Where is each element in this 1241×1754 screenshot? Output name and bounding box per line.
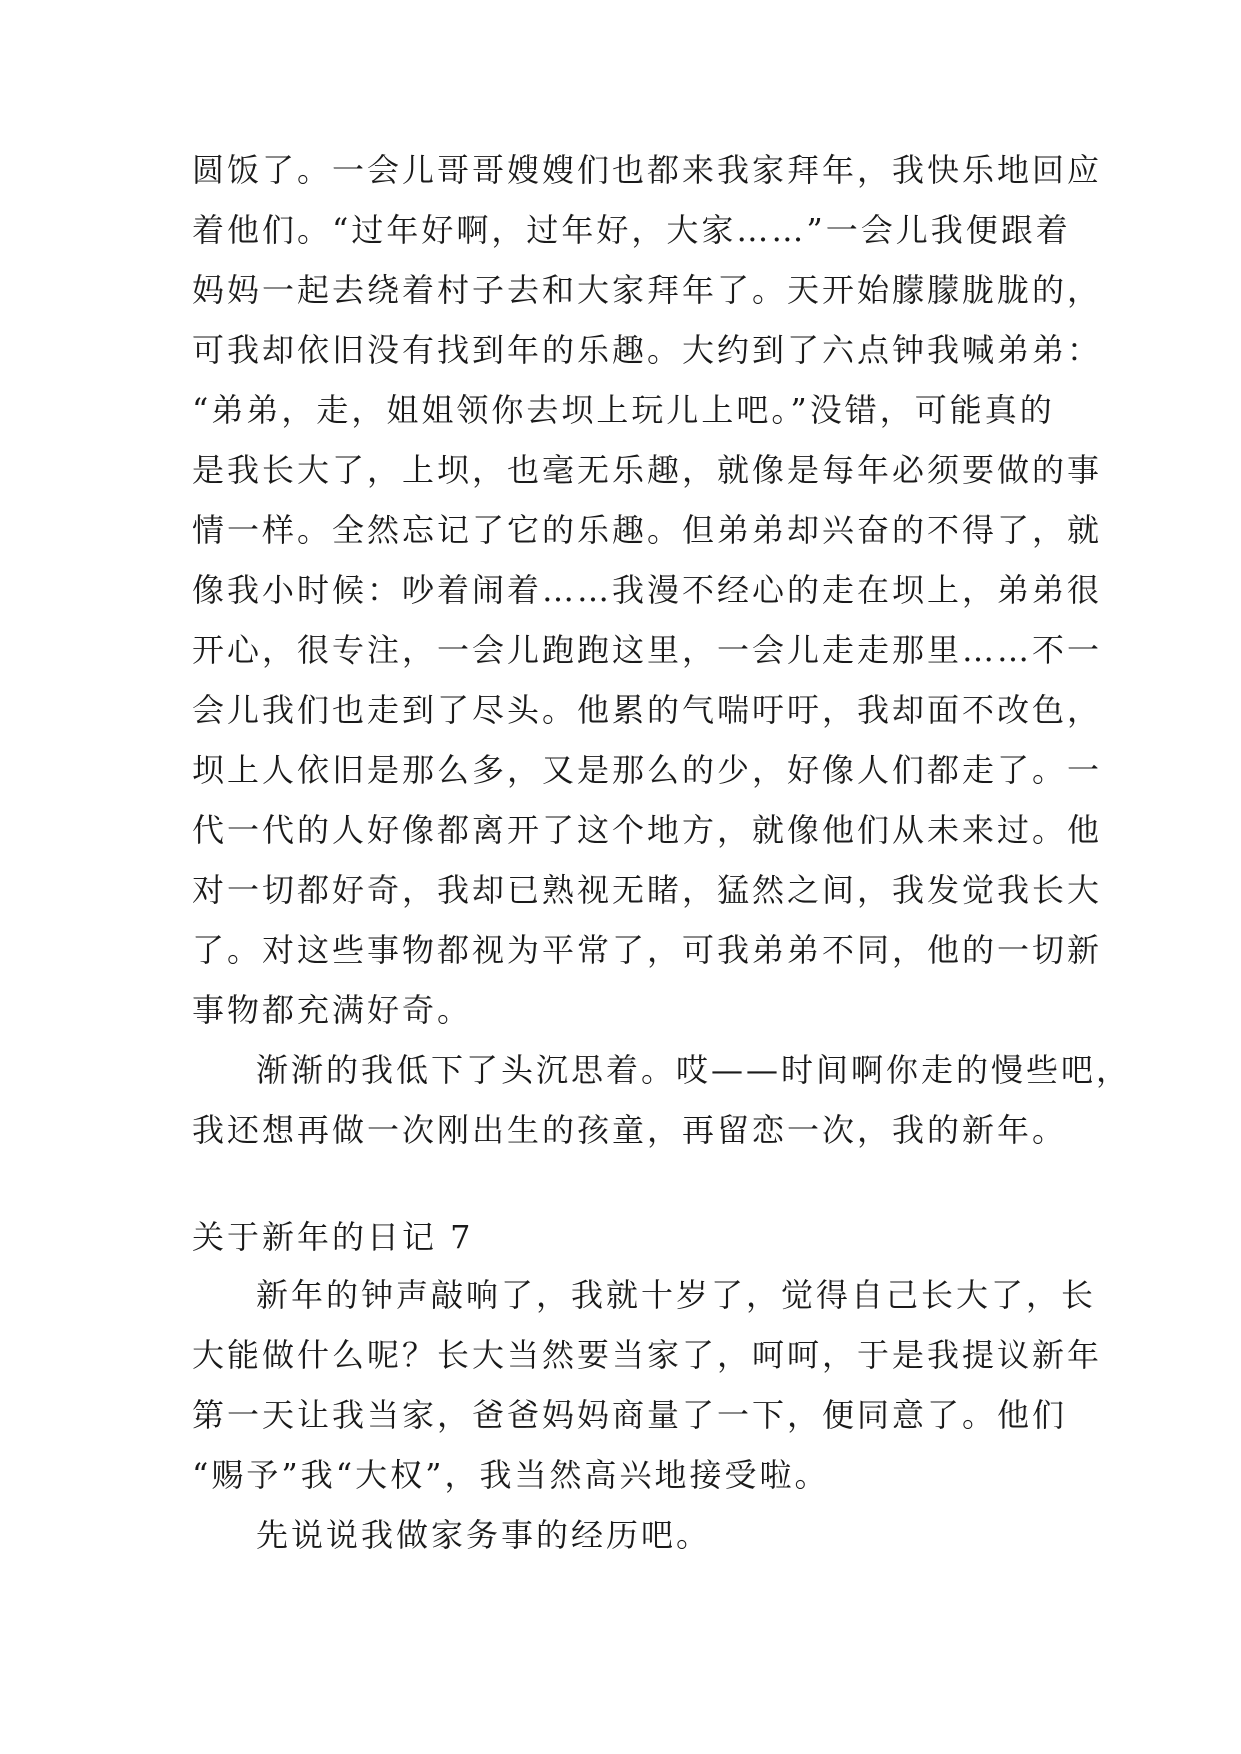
- text-line: 对一切都好奇，我却已熟视无睹，猛然之间，我发觉我长大: [192, 871, 1103, 909]
- text-line: 妈妈一起去绕着村子去和大家拜年了。天开始朦朦胧胧的，: [192, 271, 1103, 309]
- text-line: 着他们。“过年好啊，过年好，大家……”一会儿我便跟着: [192, 211, 1071, 249]
- text-line: 像我小时候：吵着闹着……我漫不经心的走在坝上，弟弟很: [192, 571, 1103, 609]
- text-line: “赐予”我“大权”，我当然高兴地接受啦。: [192, 1456, 830, 1494]
- text-line: 是我长大了，上坝，也毫无乐趣，就像是每年必须要做的事: [192, 451, 1103, 489]
- text-line: 第一天让我当家，爸爸妈妈商量了一下，便同意了。他们: [192, 1396, 1068, 1434]
- text-line: 情一样。全然忘记了它的乐趣。但弟弟却兴奋的不得了，就: [192, 511, 1103, 549]
- text-line: 了。对这些事物都视为平常了，可我弟弟不同，他的一切新: [192, 931, 1103, 969]
- text-line: 圆饭了。一会儿哥哥嫂嫂们也都来我家拜年，我快乐地回应: [192, 151, 1103, 189]
- paragraph-line: 先说说我做家务事的经历吧。: [256, 1516, 712, 1554]
- text-line: 坝上人依旧是那么多，又是那么的少，好像人们都走了。一: [192, 751, 1103, 789]
- text-line: 可我却依旧没有找到年的乐趣。大约到了六点钟我喊弟弟：: [192, 331, 1103, 369]
- text-line: 开心，很专注，一会儿跑跑这里，一会儿走走那里……不一: [192, 631, 1103, 669]
- text-line: 事物都充满好奇。: [192, 991, 473, 1029]
- paragraph-line: 新年的钟声敲响了，我就十岁了，觉得自己长大了，长: [256, 1276, 1097, 1314]
- text-line: 我还想再做一次刚出生的孩童，再留恋一次，我的新年。: [192, 1111, 1068, 1149]
- text-line: 会儿我们也走到了尽头。他累的气喘吁吁，我却面不改色，: [192, 691, 1103, 729]
- text-line: 大能做什么呢？长大当然要当家了，呵呵，于是我提议新年: [192, 1336, 1103, 1374]
- section-heading: 关于新年的日记 7: [192, 1218, 474, 1256]
- text-line: “弟弟，走，姐姐领你去坝上玩儿上吧。”没错，可能真的: [192, 391, 1055, 429]
- text-line: 代一代的人好像都离开了这个地方，就像他们从未来过。他: [192, 811, 1103, 849]
- paragraph-line: 渐渐的我低下了头沉思着。哎——时间啊你走的慢些吧，: [256, 1051, 1132, 1089]
